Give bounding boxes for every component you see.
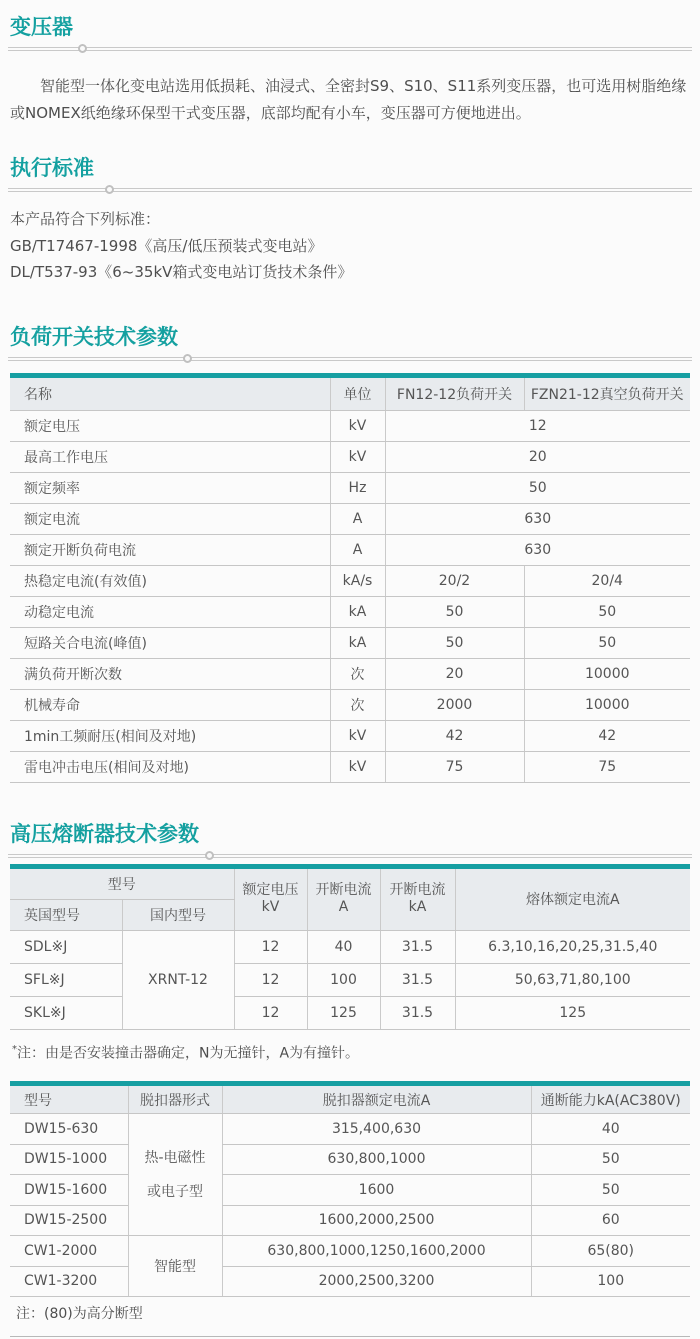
param-value-fzn: 10000 <box>524 689 690 720</box>
section-title-fuse: 高压熔断器技术参数 <box>10 821 199 846</box>
column-header-model: 型号 <box>10 1084 128 1114</box>
table-row <box>10 1266 690 1297</box>
breaker-model: DW15-630 <box>10 1114 128 1145</box>
param-name: 额定电流 <box>10 503 330 534</box>
melt-current: 125 <box>455 996 690 1029</box>
param-unit: kA/s <box>330 565 385 596</box>
table-row <box>10 1205 690 1236</box>
standards-intro-line: 本产品符合下列标准： <box>10 210 161 228</box>
param-name: 额定频率 <box>10 472 330 503</box>
trip-type-merged <box>128 1114 222 1236</box>
param-name: 热稳定电流(有效值) <box>10 565 330 596</box>
column-header-cn-model: 国内型号 <box>122 899 234 930</box>
breaking-current-a: 100 <box>307 963 380 996</box>
section-divider <box>8 188 692 192</box>
table-row <box>10 534 690 565</box>
rated-voltage: 12 <box>234 963 307 996</box>
table-row <box>10 689 690 720</box>
breaker-capacity: 50 <box>531 1144 690 1175</box>
note-text: 注：由是否安装撞击器确定，N为无撞针，A为有撞针。 <box>17 1045 360 1062</box>
column-header-breaking-current-ka <box>380 866 455 930</box>
param-unit: 次 <box>330 658 385 689</box>
param-unit: kV <box>330 751 385 782</box>
table-row <box>10 503 690 534</box>
column-header-rated-current: 脱扣器额定电流A <box>222 1084 531 1114</box>
breaker-model: DW15-1600 <box>10 1175 128 1206</box>
param-name: 最高工作电压 <box>10 441 330 472</box>
breaking-current-ka: 31.5 <box>380 996 455 1029</box>
section-title-transformer: 变压器 <box>10 15 73 39</box>
param-value-merged: 20 <box>385 441 690 472</box>
param-value-merged: 630 <box>385 503 690 534</box>
breaker-capacity: 100 <box>531 1266 690 1297</box>
trip-type-merged: 智能型 <box>128 1236 222 1297</box>
transformer-paragraph: 智能型一体化变电站选用低损耗、油浸式、全密封S9、S10、S11系列变压器，也可选用树脂绝缘或NOMEX纸绝缘环保型干式变压器，底部均配有小车，变压器可方便地进出。 <box>10 77 687 122</box>
param-name: 机械寿命 <box>10 689 330 720</box>
table-row <box>10 996 690 1029</box>
standard-item-dl: DL/T537-93《6~35kV箱式变电站订货技术条件》 <box>10 263 353 281</box>
param-unit: kV <box>330 410 385 441</box>
column-header-fzn21: FZN21-12真空负荷开关 <box>524 375 690 410</box>
column-header-model-group: 型号 <box>10 866 234 899</box>
param-value-fn: 42 <box>385 720 524 751</box>
param-unit: kA <box>330 627 385 658</box>
column-header-fn12: FN12-12负荷开关 <box>385 375 524 410</box>
header-line: A <box>338 899 349 915</box>
table-row <box>10 1175 690 1206</box>
param-unit: Hz <box>330 472 385 503</box>
breaker-rated-current: 1600,2000,2500 <box>222 1205 531 1236</box>
section-divider <box>8 854 692 858</box>
section-divider <box>8 47 692 51</box>
table-row <box>10 751 690 782</box>
breaker-model: DW15-2500 <box>10 1205 128 1236</box>
breaking-current-ka: 31.5 <box>380 930 455 963</box>
table-row <box>10 1144 690 1175</box>
rated-voltage: 12 <box>234 930 307 963</box>
param-value-fn: 75 <box>385 751 524 782</box>
divider-knob <box>205 851 214 860</box>
table-header-row <box>10 375 690 410</box>
param-value-merged: 12 <box>385 410 690 441</box>
breaker-capacity: 40 <box>531 1114 690 1145</box>
breaking-current-a: 40 <box>307 930 380 963</box>
breaker-rated-current: 630,800,1000,1250,1600,2000 <box>222 1236 531 1267</box>
param-value-fn: 20/2 <box>385 565 524 596</box>
param-value-fzn: 10000 <box>524 658 690 689</box>
param-value-fzn: 42 <box>524 720 690 751</box>
standard-item-gb: GB/T17467-1998《高压/低压预装式变电站》 <box>10 236 323 255</box>
column-header-breaking-current-a <box>307 866 380 930</box>
param-unit: A <box>330 503 385 534</box>
breaking-current-ka: 31.5 <box>380 963 455 996</box>
uk-model: SKL※J <box>10 996 122 1029</box>
melt-current: 50,63,71,80,100 <box>455 963 690 996</box>
breaker-capacity: 60 <box>531 1205 690 1236</box>
param-value-fzn: 20/4 <box>524 565 690 596</box>
fuse-table <box>10 864 690 1030</box>
table-row <box>10 1236 690 1267</box>
fuse-table-note <box>12 1040 690 1064</box>
column-header-capacity: 通断能力kA(AC380V) <box>531 1084 690 1114</box>
divider-knob <box>78 44 87 53</box>
param-name: 额定开断负荷电流 <box>10 534 330 565</box>
param-value-fzn: 50 <box>524 596 690 627</box>
note-asterisk: * <box>12 1043 17 1055</box>
column-header-rated-voltage <box>234 866 307 930</box>
table-row <box>10 565 690 596</box>
breaker-model: CW1-3200 <box>10 1266 128 1297</box>
table-row <box>10 930 690 963</box>
breaker-model: DW15-1000 <box>10 1144 128 1175</box>
trip-type-line: 热-电磁性 <box>144 1149 206 1166</box>
breaker-rated-current: 630,800,1000 <box>222 1144 531 1175</box>
param-unit: A <box>330 534 385 565</box>
header-line: 开断电流 <box>389 882 446 898</box>
header-line: kV <box>261 899 280 915</box>
cn-model-merged: XRNT-12 <box>122 930 234 1029</box>
breaker-capacity: 65(80) <box>531 1236 690 1267</box>
column-header-melt-current: 熔体额定电流A <box>455 866 690 930</box>
breaker-table-note: 注：(80)为高分断型 <box>16 1306 143 1323</box>
column-header-uk-model: 英国型号 <box>10 899 122 930</box>
param-unit: kV <box>330 720 385 751</box>
param-name: 雷电冲击电压(相间及对地) <box>10 751 330 782</box>
param-value-fzn: 50 <box>524 627 690 658</box>
param-name: 1min工频耐压(相间及对地) <box>10 720 330 751</box>
param-value-merged: 630 <box>385 534 690 565</box>
param-value-fzn: 75 <box>524 751 690 782</box>
breaker-rated-current: 1600 <box>222 1175 531 1206</box>
header-line: 开断电流 <box>315 882 372 898</box>
breaking-current-a: 125 <box>307 996 380 1029</box>
rated-voltage: 12 <box>234 996 307 1029</box>
param-value-fn: 50 <box>385 596 524 627</box>
divider-knob <box>183 354 192 363</box>
table-row <box>10 1114 690 1145</box>
table-row <box>10 410 690 441</box>
divider-knob <box>105 185 114 194</box>
param-value-fn: 50 <box>385 627 524 658</box>
param-value-fn: 20 <box>385 658 524 689</box>
section-title-standards: 执行标准 <box>10 156 94 180</box>
breaker-model: CW1-2000 <box>10 1236 128 1267</box>
uk-model: SFL※J <box>10 963 122 996</box>
breaker-rated-current: 315,400,630 <box>222 1114 531 1145</box>
standards-list <box>0 206 700 286</box>
table-row <box>10 441 690 472</box>
section-divider <box>8 357 692 361</box>
param-unit: kV <box>330 441 385 472</box>
trip-type-line: 或电子型 <box>147 1183 203 1200</box>
breaker-rated-current: 2000,2500,3200 <box>222 1266 531 1297</box>
uk-model: SDL※J <box>10 930 122 963</box>
header-line: kA <box>408 899 427 915</box>
table-row <box>10 596 690 627</box>
param-name: 短路关合电流(峰值) <box>10 627 330 658</box>
table-row <box>10 720 690 751</box>
table-row <box>10 627 690 658</box>
param-name: 动稳定电流 <box>10 596 330 627</box>
param-name: 额定电压 <box>10 410 330 441</box>
table-row <box>10 658 690 689</box>
load-switch-table <box>10 373 690 783</box>
param-unit: 次 <box>330 689 385 720</box>
param-value-merged: 50 <box>385 472 690 503</box>
column-header-unit: 单位 <box>330 375 385 410</box>
table-row <box>10 963 690 996</box>
bottom-divider <box>10 1336 690 1337</box>
table-header-row <box>10 866 690 899</box>
table-header-row <box>10 1084 690 1114</box>
param-value-fn: 2000 <box>385 689 524 720</box>
header-line: 额定电压 <box>242 882 299 898</box>
table-row <box>10 472 690 503</box>
param-name: 满负荷开断次数 <box>10 658 330 689</box>
column-header-name: 名称 <box>10 375 330 410</box>
section-title-load-switch: 负荷开关技术参数 <box>10 324 178 349</box>
breaker-capacity: 50 <box>531 1175 690 1206</box>
breaker-table <box>10 1081 690 1297</box>
column-header-trip-type: 脱扣器形式 <box>128 1084 222 1114</box>
melt-current: 6.3,10,16,20,25,31.5,40 <box>455 930 690 963</box>
param-unit: kA <box>330 596 385 627</box>
